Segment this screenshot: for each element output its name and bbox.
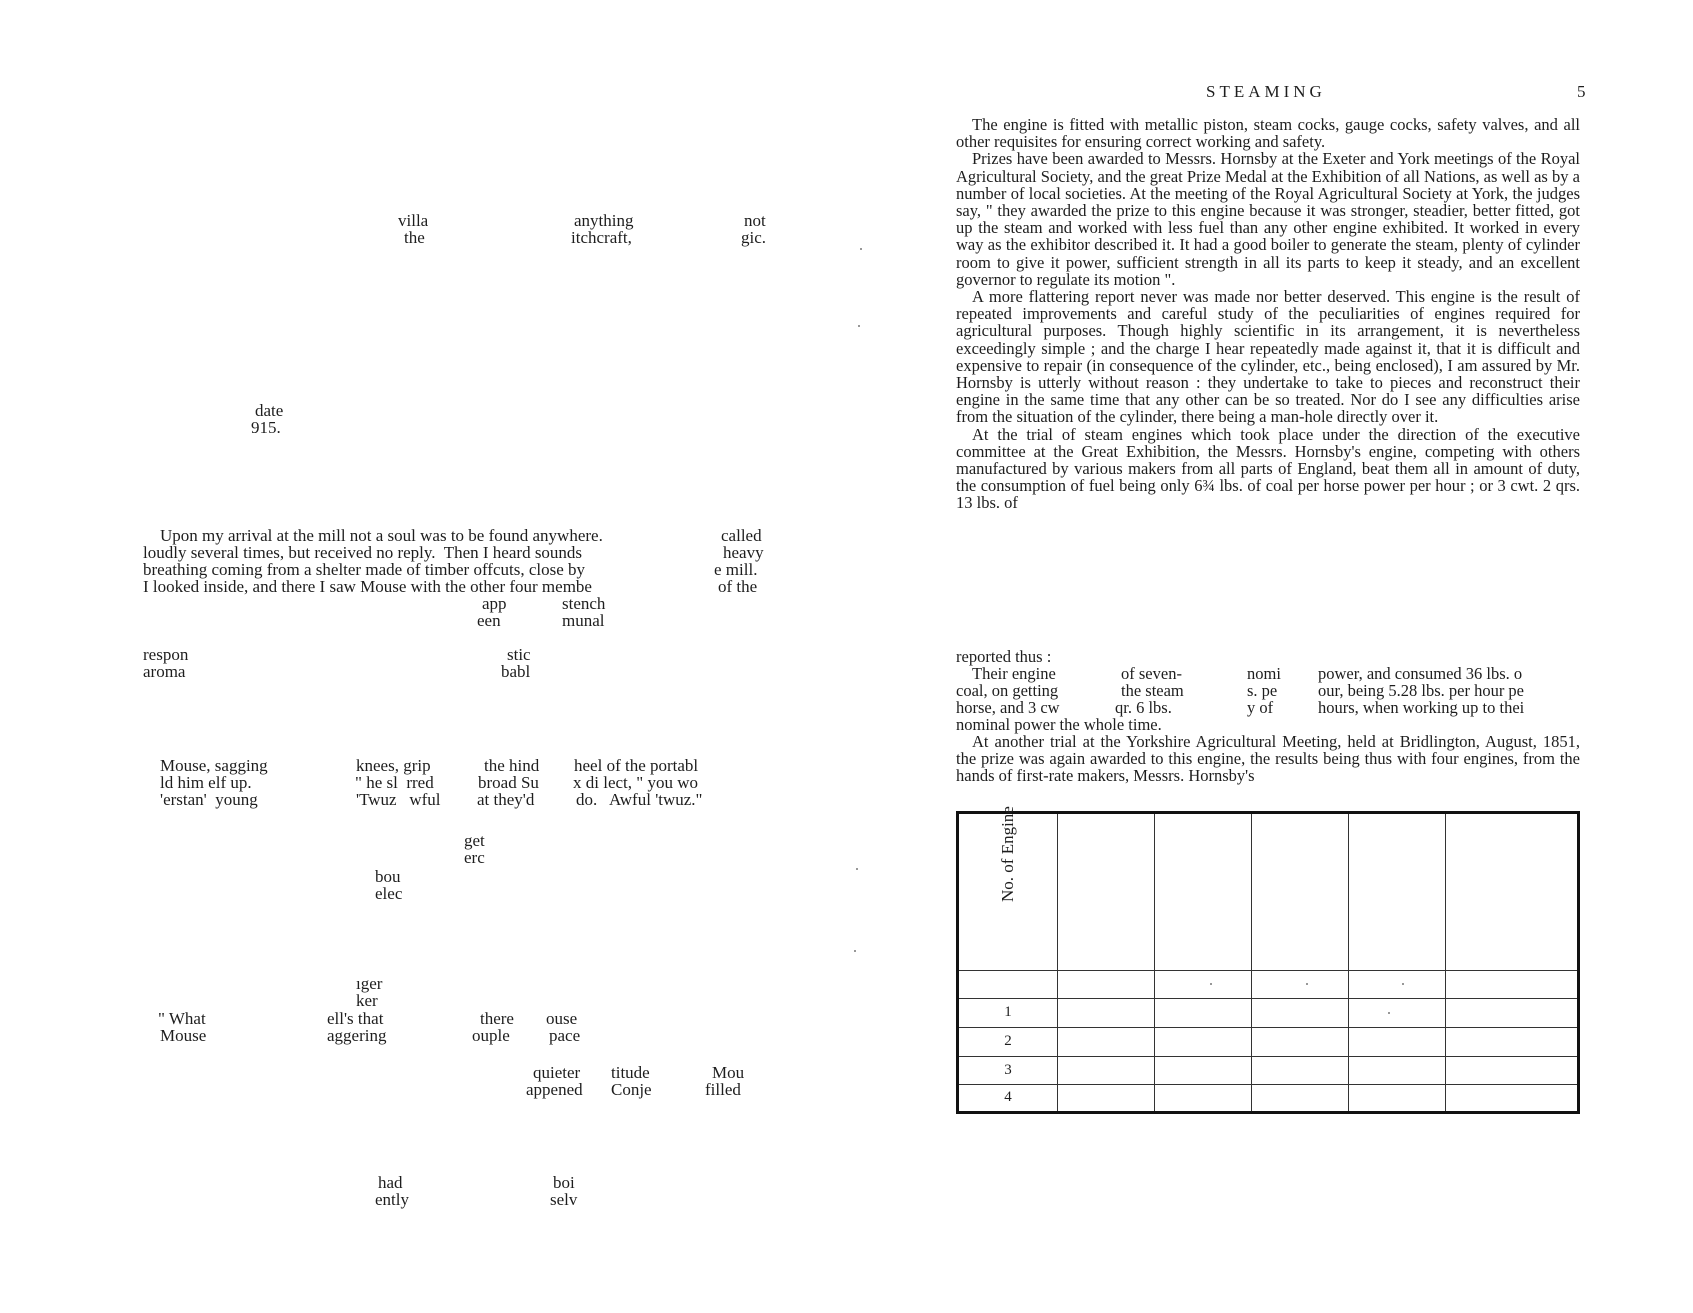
text-fragment: boi	[553, 1173, 575, 1192]
text-fragment: e mill.	[714, 560, 758, 579]
text-fragment: s. pe	[1247, 681, 1278, 700]
text-line: loudly several times, but received no reply. Then I heard sounds	[143, 543, 583, 562]
body-text	[956, 116, 1580, 512]
row-number: 4	[958, 1084, 1058, 1112]
table-cell	[1058, 998, 1155, 1027]
text-fragment: anything	[574, 211, 634, 230]
speck	[1306, 983, 1308, 985]
text-fragment: stic	[507, 645, 531, 664]
table-cell	[1446, 998, 1579, 1027]
text-fragment: power, and consumed 36 lbs. o	[1318, 664, 1523, 683]
text-fragment: elec	[375, 884, 403, 903]
table-cell	[1155, 1027, 1252, 1056]
running-header: STEAMING	[1206, 82, 1326, 101]
text-fragment: our, being 5.28 lbs. per hour pe	[1318, 681, 1525, 700]
table-header-label: No. of Engine	[998, 805, 1017, 902]
text-fragment: respon	[143, 645, 189, 664]
text-fragment: at they'd	[477, 790, 535, 809]
speck	[1388, 1012, 1390, 1014]
table-cell	[1349, 970, 1446, 998]
text-fragment: do. Awful 'twuz."	[576, 790, 703, 809]
paragraph: The engine is fitted with metallic piston, steam cocks, gauge cocks, safety valves, and all other requisites for ensuring correct working and safety.	[956, 115, 1580, 152]
text-fragment: een	[477, 611, 501, 630]
speck	[860, 248, 862, 250]
text-fragment: " he sl rred	[355, 773, 434, 792]
text-fragment: the steam	[1121, 681, 1184, 700]
text-fragment: gic.	[741, 228, 767, 247]
table-cell	[1058, 1084, 1155, 1112]
text-fragment: itchcraft,	[571, 228, 632, 247]
table-cell	[1446, 1056, 1579, 1084]
text-line: reported thus :	[956, 647, 1052, 666]
row-number: 1	[958, 998, 1058, 1027]
body-text	[956, 733, 1580, 785]
text-line: breathing coming from a shelter made of timber offcuts, close by	[143, 560, 586, 579]
text-fragment: qr. 6 lbs.	[1115, 698, 1172, 717]
speck	[856, 868, 858, 870]
text-fragment: ently	[375, 1190, 409, 1209]
table-cell	[1252, 1084, 1349, 1112]
text-fragment: Mouse	[160, 1026, 207, 1045]
text-fragment: ell's that	[327, 1009, 384, 1028]
speck	[1210, 983, 1212, 985]
text-fragment: pace	[549, 1026, 581, 1045]
text-fragment: the	[404, 228, 425, 247]
row-number: 3	[958, 1056, 1058, 1084]
table-cell	[1446, 1084, 1579, 1112]
speck	[854, 950, 856, 952]
text-fragment: Their engine	[972, 664, 1056, 683]
table-header-cell	[958, 805, 1058, 971]
text-fragment: Conje	[611, 1080, 652, 1099]
text-fragment: 'erstan' young	[160, 790, 258, 809]
text-fragment: " What	[158, 1009, 206, 1028]
text-line: I looked inside, and there I saw Mouse with the other four membe	[143, 577, 592, 596]
paragraph: At another trial at the Yorkshire Agricultural Meeting, held at Bridlington, August, 1851, the prize was again awarded to this engine, the results being thus with four engines, from the hands of first-rate makers, Messrs. Hornsby's	[956, 732, 1580, 786]
text-fragment: app	[482, 594, 507, 613]
text-fragment: filled	[705, 1080, 741, 1099]
text-fragment: selv	[550, 1190, 578, 1209]
text-fragment: x di lect, " you wo	[573, 773, 698, 792]
text-fragment: titude	[611, 1063, 650, 1082]
table-cell	[1446, 813, 1579, 971]
text-fragment: of the	[718, 577, 758, 596]
text-fragment: 'Twuz wful	[356, 790, 441, 809]
text-fragment: munal	[562, 611, 605, 630]
text-fragment: there	[480, 1009, 514, 1028]
text-fragment: heel of the portabl	[574, 756, 699, 775]
text-fragment: aggering	[327, 1026, 387, 1045]
text-fragment: ouple	[472, 1026, 510, 1045]
table-cell	[1252, 813, 1349, 971]
table-cell	[1155, 970, 1252, 998]
paragraph: Prizes have been awarded to Messrs. Hornsby at the Exeter and York meetings of the Royal Agricultural Society, and the great Prize Medal at the Exhibition of all Nations, as well as by a number of local societies. At the meeting of the Royal Agricultural Society at York, the judges say, " they awarded the prize to this engine because it was stronger, steadier, better fitted, got up the steam and worked with less fuel than any other engine exhibited. It worked in every way as the exhibitor described it. It had a good boiler to generate the steam, plenty of cylinder room to give it power, sufficient strength in all its parts to keep it steady, and an excellent governor to regulate its motion ".	[956, 149, 1580, 289]
speck	[1402, 983, 1404, 985]
text-fragment: ıger	[356, 974, 383, 993]
results-table	[956, 805, 1580, 1114]
text-fragment: not	[744, 211, 766, 230]
table-cell	[1252, 1056, 1349, 1084]
table-cell	[1349, 998, 1446, 1027]
table-cell	[1058, 813, 1155, 971]
text-fragment: appened	[526, 1080, 583, 1099]
text-fragment: the hind	[484, 756, 540, 775]
text-fragment: nomi	[1247, 664, 1281, 683]
text-fragment: had	[378, 1173, 403, 1192]
text-fragment: ld him elf up.	[160, 773, 252, 792]
table-cell	[1155, 813, 1252, 971]
table-cell	[1252, 970, 1349, 998]
page-number: 5	[1577, 82, 1586, 101]
table-cell	[1058, 970, 1155, 998]
table-cell	[1155, 1056, 1252, 1084]
text-line: Upon my arrival at the mill not a soul was to be found anywhere.	[160, 526, 603, 545]
text-fragment: coal, on getting	[956, 681, 1059, 700]
text-fragment: bou	[375, 867, 401, 886]
text-fragment: villa	[398, 211, 429, 230]
text-fragment: broad Su	[478, 773, 539, 792]
table-cell	[1349, 813, 1446, 971]
text-fragment: heavy	[723, 543, 764, 562]
text-fragment: Mou	[712, 1063, 745, 1082]
text-line: nominal power the whole time.	[956, 715, 1162, 734]
left-page	[0, 0, 846, 1313]
table-cell	[1252, 1027, 1349, 1056]
text-fragment: aroma	[143, 662, 186, 681]
text-fragment: erc	[464, 848, 485, 867]
table-cell	[1446, 1027, 1579, 1056]
text-fragment: horse, and 3 cw	[956, 698, 1060, 717]
text-fragment: 915.	[251, 418, 281, 437]
text-fragment: of seven-	[1121, 664, 1182, 683]
table-cell	[1349, 1056, 1446, 1084]
table-cell	[1058, 1056, 1155, 1084]
text-fragment: y of	[1247, 698, 1274, 717]
text-fragment: Mouse, sagging	[160, 756, 268, 775]
speck	[858, 325, 860, 327]
table-cell	[1349, 1084, 1446, 1112]
text-fragment: called	[721, 526, 762, 545]
table-cell	[1446, 970, 1579, 998]
table-cell	[1252, 998, 1349, 1027]
paragraph: At the trial of steam engines which took place under the direction of the executive committee at the Great Exhibition, the Messrs. Hornsby's engine, competing with others manufactured by various makers from all parts of England, beat them all in amount of duty, the consumption of fuel being only 6¾ lbs. of coal per horse power per hour ; or 3 cwt. 2 qrs. 13 lbs. of	[956, 424, 1580, 513]
table-cell	[1155, 998, 1252, 1027]
text-fragment: babl	[501, 662, 531, 681]
table-cell	[1155, 1084, 1252, 1112]
text-fragment: ker	[356, 991, 378, 1010]
text-fragment: quieter	[533, 1063, 581, 1082]
text-fragment: hours, when working up to thei	[1318, 698, 1525, 717]
text-fragment: stench	[562, 594, 606, 613]
text-fragment: date	[255, 401, 284, 420]
paragraph: A more flattering report never was made nor better deserved. This engine is the result of repeated improvements and careful study of the peculiarities of engines required for agricultural purposes. Though highly scientific in its arrangement, it is nevertheless exceedingly simple ; and the charge I hear repeatedly made against it, that it is difficult and expensive to repair (in consequence of the cylinder, etc., being enclosed), I am assured by Mr. Hornsby is utterly without reason : they undertake to take to pieces and reconstruct their engine in the same time that any other can be so treated. Nor do I see any difficulties arise from the situation of the cylinder, there being a man-hole directly over it.	[956, 287, 1580, 427]
table-cell	[1349, 1027, 1446, 1056]
text-fragment: get	[464, 831, 485, 850]
table-cell	[958, 970, 1058, 998]
table-cell	[1058, 1027, 1155, 1056]
text-fragment: knees, grip	[356, 756, 431, 775]
row-number: 2	[958, 1027, 1058, 1056]
text-fragment: ouse	[546, 1009, 578, 1028]
